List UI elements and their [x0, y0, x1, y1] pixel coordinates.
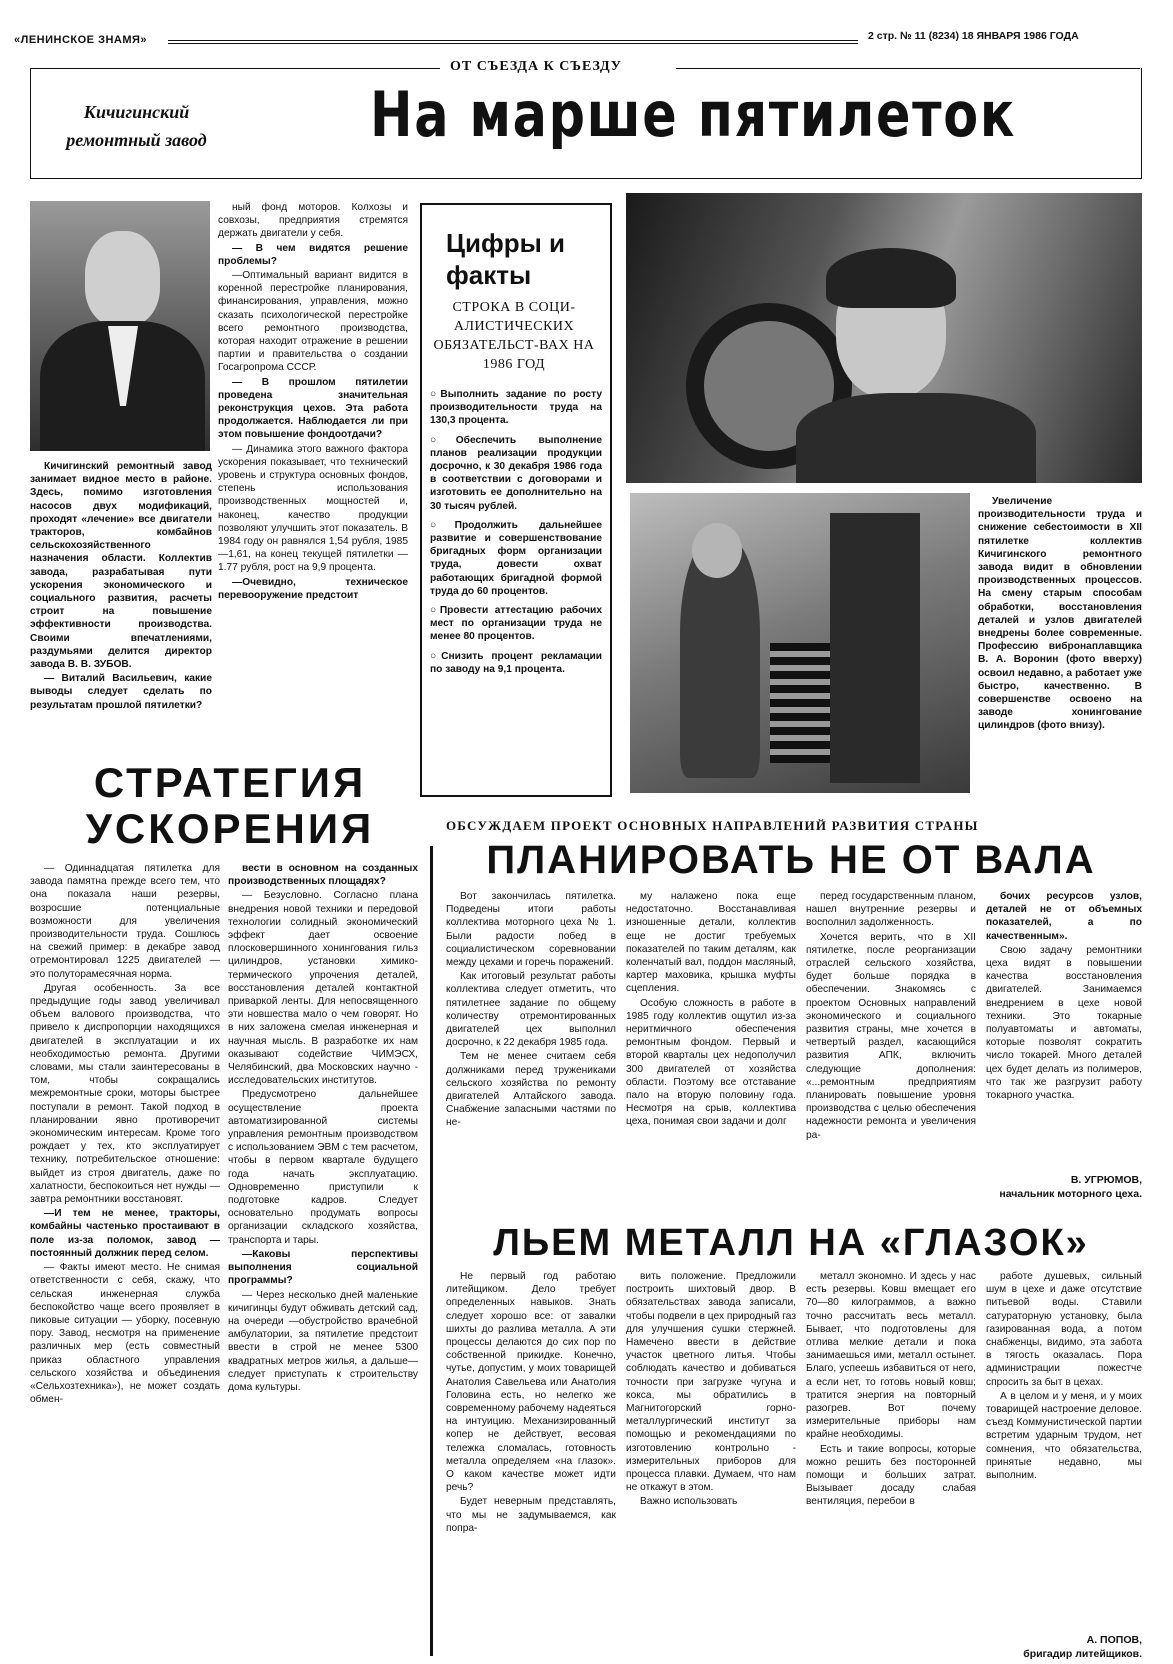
strategy-paragraph: — Безусловно. Согласно плана внедрения новой техники и передовой технологии солидный экономический эффект дает освоение плосковершинного хонингования гильз цилиндров, установки химико-термического упрочения деталей, восстановления деталей контактной приваркой ленты. Для непосвященного эти новшества мало о чем говорят. Но в них заложена смелая инженерная и научная мысль. В разработке их нам оказывают содействие ЧИМЭСХ, Челябинский, два Московских научно - исследовательских институтов. [228, 890, 418, 1087]
metal-author-title: бригадир литейщиков. [1023, 1648, 1142, 1660]
plant-label: Кичигинский ремонтный завод [66, 102, 207, 150]
discussion-rubric: ОБСУЖДАЕМ ПРОЕКТ ОСНОВНЫХ НАПРАВЛЕНИЙ РАЗВИТИЯ СТРАНЫ [446, 818, 979, 833]
metal-author: А. ПОПОВ, [1086, 1634, 1142, 1646]
strategy-title [40, 760, 420, 852]
interview-paragraph: — В прошлом пятилетии проведена значительная реконструкция цехов. Эта работа продолжается. Наблюдается ли при этом повышение фондоотдачи? [218, 376, 408, 441]
fact-item: ○Снизить процент рекламации по заводу на 9,1 процента. [430, 650, 602, 675]
metal-paragraph: Важно использовать [640, 1496, 738, 1508]
fact-item: ○Провести аттестацию рабочих мест по организации труда не менее 80 процентов. [430, 605, 602, 643]
metal-title: ЛЬЕМ МЕТАЛЛ НА «ГЛАЗОК» [493, 1222, 1089, 1264]
interview-paragraph: ный фонд моторов. Колхозы и совхозы, предприятия стремятся держать двигатели у себя. [218, 202, 408, 240]
strategy-paragraph: —И тем не менее, тракторы, комбайны частенько простаивают в поле из-за поломок, завод —постоянный должник перед селом. [30, 1208, 220, 1259]
strategy-paragraph: — Факты имеют место. Не снимая ответственности с себя, скажу, что сельская инженерная служба беспокойство чаще всего проявляет в пиковые ситуации — уборку, посевную пору. Завод, несмотря на применение различных мер (есть совместный приказ областного управления сельского хозяйства и объединения «Сельхозтехника»), не может создать обмен- [30, 1262, 220, 1406]
planning-paragraph: бочих ресурсов узлов, деталей не от объемных показателей, а по качественным». [986, 891, 1142, 942]
masthead-rule [168, 40, 858, 44]
metal-column-4 [986, 1270, 1142, 1630]
column-divider [430, 846, 433, 1656]
planning-paragraph: Тем не менее считаем себя должниками перед тружениками сельского хозяйства по ремонту двигателей Алтайского завода. Снабжение запасными частями по не- [446, 1051, 616, 1129]
strategy-paragraph: — Через несколько дней маленькие кичигинцы будут обживать детский сад, на очереди —обустройство врачебной амбулатории, за пятилетие предстоит ввести в строй не менее 5300 квадратных метров жилья, а дальше—следует приступать к строительству дома культуры. [228, 1289, 418, 1393]
metal-paragraph: Не первый год работаю литейщиком. Дело требует определенных навыков. Знать следует хорошо все: от завалки шихты до разлива металла. А эти процессы делаются до сих пор по собственной прикидке. Конечно, чутье, допустим, у моих товарищей Анатолия Савельева или Анатолия Головина есть, но нелегко же современному рабочему надеяться на интуицию. Механизированный копер не действует, весовая тележка сломалась, готовность металла определяем «на глазок». О каком качестве может идти речь? [446, 1271, 616, 1494]
strategy-column-2 [228, 862, 418, 1662]
facts-list [430, 388, 602, 788]
strategy-paragraph: —Каковы перспективы выполнения социальной программы? [228, 1248, 418, 1287]
facts-subtitle: СТРОКА В СОЦИ-АЛИСТИЧЕСКИХ ОБЯЗАТЕЛЬСТ-ВАХ НА 1986 ГОД [433, 300, 595, 372]
strategy-paragraph: Предусмотрено дальнейшее осуществление проекта автоматизированной системы управления ремонтным производством с использованием ЭВМ с тем расчетом, чтобы в первом квартале будущего года начать эксплуатацию. Одновременно приступили к подготовке кадров. Следует основательно продумать вопросы организации складского хозяйства, транспорта и тары. [228, 1089, 418, 1246]
metal-paragraph: вить положение. Предложили построить шихтовый двор. В обязательствах завода записали, чтобы подвели в цех природный газ для улучшения сушки стержней. Намечено ввести в действие участок цветного литья. Чтобы соблюдать качество и добиваться точности при загрузке чугуна и кокса, мы обратились в Магнитогорский горно-металлургический институт за помощью и рекомендациями по изготовлению контрольно - измерительных приборов для процесса плавки. Думаем, что нам не откажут в этом. [626, 1271, 796, 1494]
planning-column-3 [806, 890, 976, 1220]
planning-paragraph: Хочется верить, что в XII пятилетке, после реорганизации отраслей сельского хозяйства, будет больше порядка в обеспечении. Знакомясь с проектом Основных направлений экономического и социального развития страны, мне хочется в четвертый раздел, касающийся развития АПК, включить следующие дополнения: «...ремонтным предприятиям планировать повышение уровня производства с целью обеспечения надежности ремонта и увеличения ра- [806, 931, 976, 1141]
planning-paragraph: Вот закончилась пятилетка. Подведены итоги работы коллектива моторного цеха № 1. Были радости побед в социалистическом соревновании между цехами и горечь поражений. [446, 891, 616, 969]
portrait-head [85, 231, 160, 326]
interview-paragraph: — Динамика этого важного фактора ускорения показывает, что технический уровень и структура основных фондов, степень использования производственных мощностей и, наконец, качество продукции позволяют улучшить этот показатель. В 1984 году он равнялся 1,54 рубля, 1985 —1,61, на конец текущей пятилетки — 1.77 рубля, рост на 9,9 процента. [218, 443, 408, 574]
intro-column [30, 460, 212, 755]
interview-paragraph: —Оптимальный вариант видится в коренной перестройке планирования, финансирования, управления, можно сказать психологической перестройке всего ремонтного производства, которая находит отражение в решении партии и правительства о создании Госагропрома СССР. [218, 270, 408, 374]
welder-photo [626, 193, 1142, 483]
strategy-title-text: СТРАТЕГИЯ УСКОРЕНИЯ [85, 759, 375, 852]
interview-paragraph: — В чем видятся решение проблемы? [218, 242, 408, 267]
planning-paragraph: му налажено пока еще недостаточно. Восстанавливая изношенные детали, коллектив еще не достиг требуемых показателей по таким деталям, как коленчатый вал, поддон масляный, картер маховика, крышка муфты сцепления. [626, 891, 796, 995]
facts-title: Цифры и факты [446, 228, 566, 290]
interview-paragraph: —Очевидно, техническое перевооружение предстоит [218, 576, 408, 601]
metal-paragraph: Будет неверным представлять, что мы не задумываемся, как попра- [446, 1496, 616, 1534]
rubric: ОТ СЪЕЗДА К СЪЕЗДУ [450, 59, 623, 74]
interview-column-2 [218, 201, 408, 756]
metal-column-2 [626, 1270, 796, 1660]
planning-column-4 [986, 890, 1142, 1220]
planning-paragraph: Как итоговый результат работы коллектива следует отметить, что пятилетнее задание по общему количеству отремонтированных двигателей цех выполнил досрочно, к 22 декабря 1985 года. [446, 971, 616, 1049]
strategy-column-1 [30, 862, 220, 1662]
paper-name: «ЛЕНИНСКОЕ ЗНАМЯ» [14, 34, 148, 46]
worker-body [796, 393, 1036, 483]
planning-paragraph: перед государственным планом, нашел внутренние резервы и восполнил задолженность. [806, 891, 976, 929]
fact-item: ○Продолжить дальнейшее развитие и совершенствование бригадных форм организации труда, довести охват работающих бригадной формой труда до 60 процентов. [430, 519, 602, 597]
planning-paragraph: Свою задачу ремонтники цеха видят в повышении качества восстановления двигателей. Занимаемся внедрением в цехе новой техники. Это токарные полуавтоматы и автоматы, которые позволят сократить число токарей. Много деталей цех будет делать из полимеров, что так же разгрузит работу токарного участка. [986, 944, 1142, 1102]
fact-item: ○Обеспечить выполнение планов реализации продукции досрочно, к 30 декабря 1986 года в соответствии с договорами и изготовить ее дополнительно на 30 тысяч рублей. [430, 434, 602, 512]
planning-title: ПЛАНИРОВАТЬ НЕ ОТ ВАЛА [486, 838, 1096, 882]
photo-caption [978, 495, 1142, 795]
metal-paragraph: Есть и такие вопросы, которые можно решить без посторонней помощи и больших затрат. Вызывает досаду слабая вентиляция, перебои в [806, 1443, 976, 1508]
director-portrait-photo [30, 201, 210, 451]
photo-caption-text: Увеличение производительности труда и снижение себестоимости в XII пятилетке коллектив Кичигинского ремонтного завода видит в обновлении производственных процессов. На смену старым способам обработки, восстановления деталей и узлов двигателей внедрены более современные. Профессию вибронаплавщика В. А. Воронин (фото вверху) освоил недавно, а работает уже быстро, качественно. В совершенстве освоено на заводе хонингование цилиндров (фото внизу). [978, 496, 1142, 732]
worker-woman-head [692, 523, 742, 578]
intro-text: Кичигинский ремонтный завод занимает видное место в районе. Здесь, помимо изготовления насосов двух модификаций, проходят «лечение» все двигатели тракторов, комбайнов сельскохозяйственного назначения области. Коллектив завода, разрабатывая пути ускорения экономического и социального развития, расчеты строит на повышение эффективности производства. Своими впечатлениями, раздумьями делится директор завода В. В. ЗУБОВ. [30, 461, 212, 671]
metal-column-3 [806, 1270, 976, 1660]
strategy-paragraph: Другая особенность. За все предыдущие годы завод увеличивал объем валового производства, что привело к диспропорции находящихся двигателей в эксплуатации и их необходимостью ремонта. Другими словами, мы стали заинтересованы в том, чтобы сокращались межремонтные сроки, моторы быстрее поступали в ремонт. Такой подход в планировании явно противоречит экономическим интересам. Кроме того рождает у тех, кто эксплуатирует технику, потребительское отношение: выйдет из строя двигатель, даже по халатности, беспокоиться нет нужды — завтра ремонтники восстановят. [30, 982, 220, 1206]
strategy-paragraph: — Одиннадцатая пятилетка для завода памятна прежде всего тем, что она показала наши резервы, возросшие потенциальные возможности для увеличения производительности труда. Сошлюсь на свежий пример: в декабре завод отремонтировал 1225 двигателей — это полуторамесячная норма. [30, 863, 220, 980]
cylinder-parts [770, 643, 830, 763]
planning-paragraph: Особую сложность в работе в 1985 году коллектив ощутил из-за неритмичного обеспечения ремонтным фондом. Первый и второй кварталы цех недополучил 300 двигателей от хозяйства области. Поэтому все отставание пало на вторую половину года. Несмотря на срыв, коллектива цеха, понимая свои задачи и долг [626, 997, 796, 1128]
machine-column [830, 513, 920, 783]
metal-column-1 [446, 1270, 616, 1660]
fact-item: ○Выполнить задание по росту производительности труда на 130,3 процента. [430, 389, 602, 427]
issue-info: 2 стр. № 11 (8234) 18 ЯНВАРЯ 1986 ГОДА [868, 30, 1079, 42]
planning-column-1 [446, 890, 616, 1220]
planning-author: В. УГРЮМОВ, [1070, 1174, 1142, 1186]
intro-question: — Виталий Васильевич, какие выводы следует сделать по результатам прошлой пятилетки? [30, 673, 212, 711]
metal-paragraph: металл экономно. И здесь у нас есть резервы. Ковш вмещает его 70—80 килограммов, а важно точно рассчитать весь металл. Бывает, что подготовлены для отлива мелкие детали и пока занимаешься ими, металл остынет. Благо, успеешь избавиться от него, а если нет, то готовь новый ковш; тратится энергия на повторный разогрев. Вот почему измерительные приборы нам крайне необходимы. [806, 1271, 976, 1441]
main-title: На марше пятилеток [370, 78, 1016, 151]
planning-author-title: начальник моторного цеха. [999, 1188, 1142, 1200]
strategy-paragraph: вести в основном на созданных производственных площадях? [228, 863, 418, 888]
metal-paragraph: работе душевых, сильный шум в цехе и даже отсутствие питьевой воды. Ставили сатураторную установку, была газированная вода, а потом снабженцы, видимо, эта забота в тягость оказалась. Пора администрации пожестче спросить за быт в цехах. [986, 1271, 1142, 1388]
planning-column-2 [626, 890, 796, 1220]
metal-paragraph: А в целом и у меня, и у моих товарищей настроение деловое. съезд Коммунистической партии встретим ударным трудом, нет сомнения, что обязательства, принятые недавно, мы выполним. [986, 1390, 1142, 1482]
honing-photo [630, 493, 970, 793]
worker-hair [826, 248, 956, 308]
